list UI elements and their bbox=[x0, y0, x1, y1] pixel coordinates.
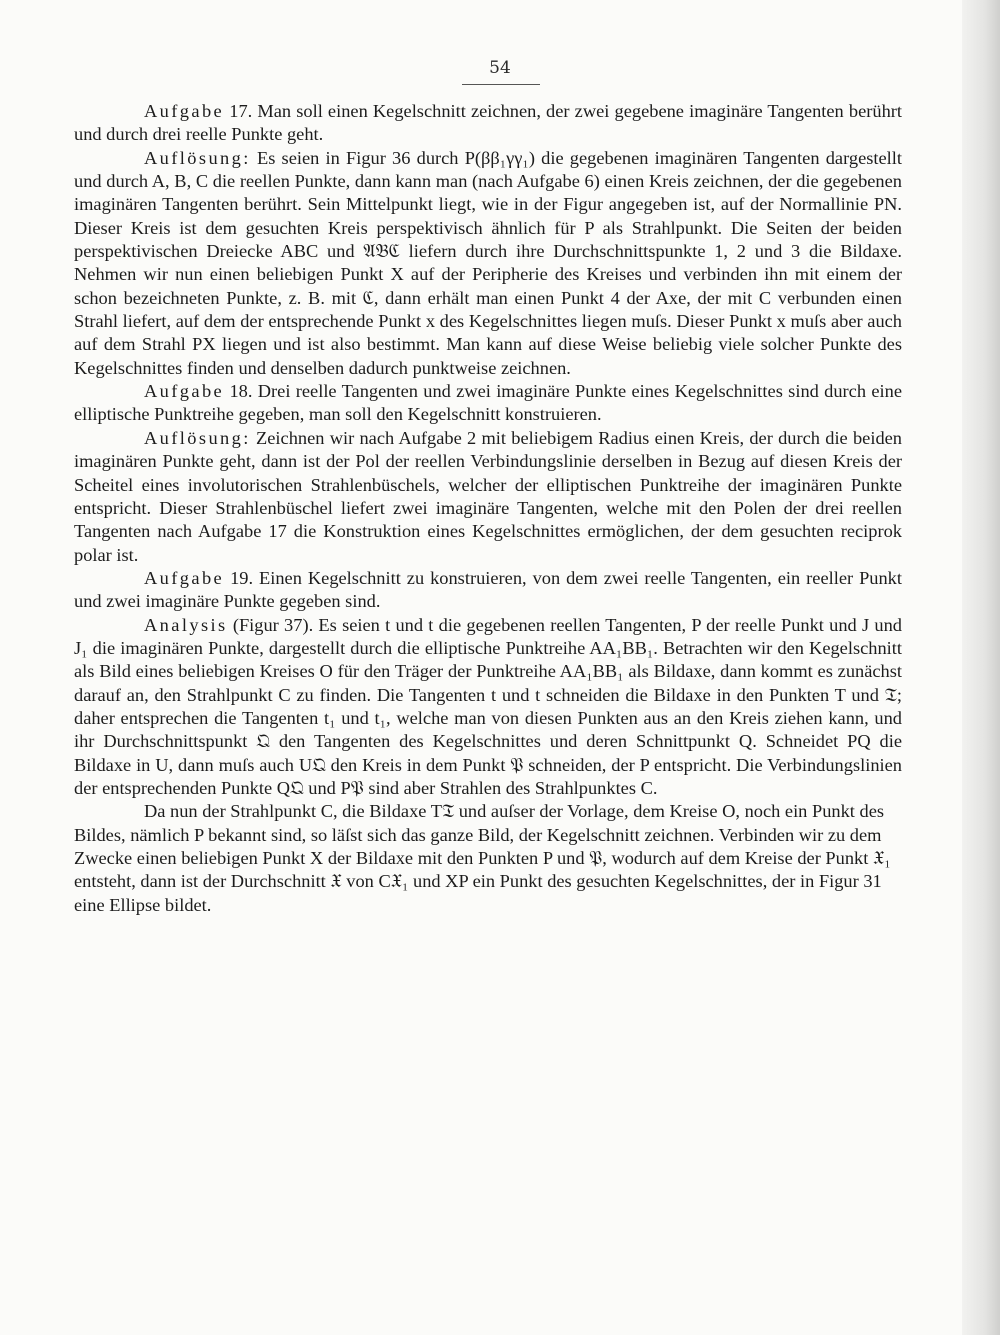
paragraph-body: Es seien in Figur 36 durch P(ββ₁γγ₁) die gegebenen imaginären Tangenten dargestellt und durch A, B, C die reellen Punkte, dann kann man (nach Aufgabe 6) einen Kreis zeichnen, der die gegebenen imaginären Tangenten berührt. Sein Mittelpunkt liegt, wie in der Figur angegeben ist, auf der Normallinie PN. Dieser Kreis ist dem gesuchten Kreis perspektivisch ähnlich für P als Strahlpunkt. Die Seiten der beiden perspektivischen Dreiecke ABC und 𝔄𝔅ℭ liefern durch ihre Durchschnittspunkte 1, 2 und 3 die Bildaxe. Nehmen wir nun einen beliebigen Punkt X auf der Peripherie des Kreises und verbinden ihn mit einem der schon bezeichneten Punkte, z. B. mit ℭ, dann erhält man einen Punkt 4 der Axe, der mit C verbunden einen Strahl liefert, auf dem der entsprechende Punkt x des Kegelschnittes liegen muſs. Dieser Punkt x muſs aber auch auf dem Strahl PX liegen und ist also bestimmt. Man kann auf diese Weise beliebig viele solcher Punkte des Kegelschnittes finden und denselben dadurch punktweise zeichnen. bbox=[74, 147, 902, 378]
page-number-rule bbox=[462, 84, 540, 85]
paragraph-body: 19. Einen Kegelschnitt zu konstruieren, von dem zwei reelle Tangenten, ein reeller Punkt und zwei imaginäre Punkte gegeben sind. bbox=[74, 567, 902, 612]
paragraph-analysis bbox=[74, 614, 902, 801]
paragraph-aufgabe-18 bbox=[74, 380, 902, 427]
paragraph-body: Da nun der Strahlpunkt C, die Bildaxe T𝔗 und auſser der Vorlage, dem Kreise O, noch ein Punkt des Bildes, nämlich P bekannt sind, so läſst sich das ganze Bild, der Kegelschnitt zeichnen. Verbinden wir zu dem Zwecke einen beliebigen Punkt X der Bildaxe mit den Punkten P und 𝔓, wodurch auf dem Kreise der Punkt 𝔛₁ entsteht, dann ist der Durchschnitt 𝔛 von C𝔛₁ und XP ein Punkt des gesuchten Kegelschnittes, der in Figur 31 eine Ellipse bildet. bbox=[74, 801, 891, 915]
paragraph-heading: Aufgabe bbox=[144, 567, 225, 588]
paragraph-heading: Auflösung: bbox=[144, 147, 251, 168]
paragraph-heading: Auflösung: bbox=[144, 427, 251, 448]
page-text bbox=[74, 100, 902, 917]
paragraph-body: 18. Drei reelle Tangenten und zwei imaginäre Punkte eines Kegelschnittes sind durch eine elliptische Punktreihe gegeben, man soll den Kegelschnitt konstruieren. bbox=[74, 381, 902, 425]
paragraph-body: 17. Man soll einen Kegelschnitt zeichnen, der zwei gegebene imaginäre Tangenten berührt und durch drei reelle Punkte geht. bbox=[74, 101, 902, 145]
page-number: 54 bbox=[489, 58, 511, 78]
paragraph-aufloesung-18 bbox=[74, 427, 902, 567]
paragraph-conclusion bbox=[74, 800, 902, 917]
paragraph-heading: Aufgabe bbox=[144, 381, 225, 402]
paragraph-body: (Figur 37). Es seien t und t die gegebenen reellen Tangenten, P der reelle Punkt und J und J₁ die imaginären Punkte, dargestellt durch die elliptische Punktreihe AA₁BB₁. Betrachten wir den Kegelschnitt als Bild eines beliebigen Kreises O für den Träger der Punktreihe AA₁BB₁ als Bildaxe, dann kommt es zunächst darauf an, den Strahlpunkt C zu finden. Die Tangenten t und t schneiden die Bildaxe in den Punkten T und 𝔗; daher entsprechen die Tangenten t₁ und t₁, welche man von diesen Punkten aus an den Kreis ziehen kann, und ihr Durchschnittspunkt 𝔔 den Tangenten des Kegelschnittes und deren Schnittpunkt Q. Schneidet PQ die Bildaxe in U, dann muſs auch U𝔔 den Kreis in dem Punkt 𝔓 schneiden, der P entspricht. Die Verbindungslinien der entsprechenden Punkte Q𝔔 und P𝔓 sind aber Strahlen des Strahlpunktes C. bbox=[74, 614, 902, 798]
paragraph-heading: Aufgabe bbox=[144, 101, 225, 121]
paragraph-heading: Analysis bbox=[144, 614, 228, 635]
paragraph-body: Zeichnen wir nach Aufgabe 2 mit beliebigem Radius einen Kreis, der durch die beiden imaginären Punkte geht, dann ist der Pol der reellen Verbindungslinie derselben in Bezug auf diesen Kreis der Scheitel eines involutorischen Strahlenbüschels, welcher der elliptischen Punktreihe der imaginären Punkte entspricht. Dieser Strahlenbüschel liefert zwei imaginäre Tangenten, welche mit den Polen der drei reellen Tangenten nach Aufgabe 17 die Konstruktion eines Kegelschnittes ermöglichen, der dem gesuchten reciprok polar ist. bbox=[74, 427, 902, 565]
paragraph-aufloesung-17 bbox=[74, 147, 902, 380]
paragraph-aufgabe-19 bbox=[74, 567, 902, 614]
paragraph-aufgabe-17 bbox=[74, 100, 902, 147]
page-edge-shadow bbox=[962, 0, 1000, 1335]
